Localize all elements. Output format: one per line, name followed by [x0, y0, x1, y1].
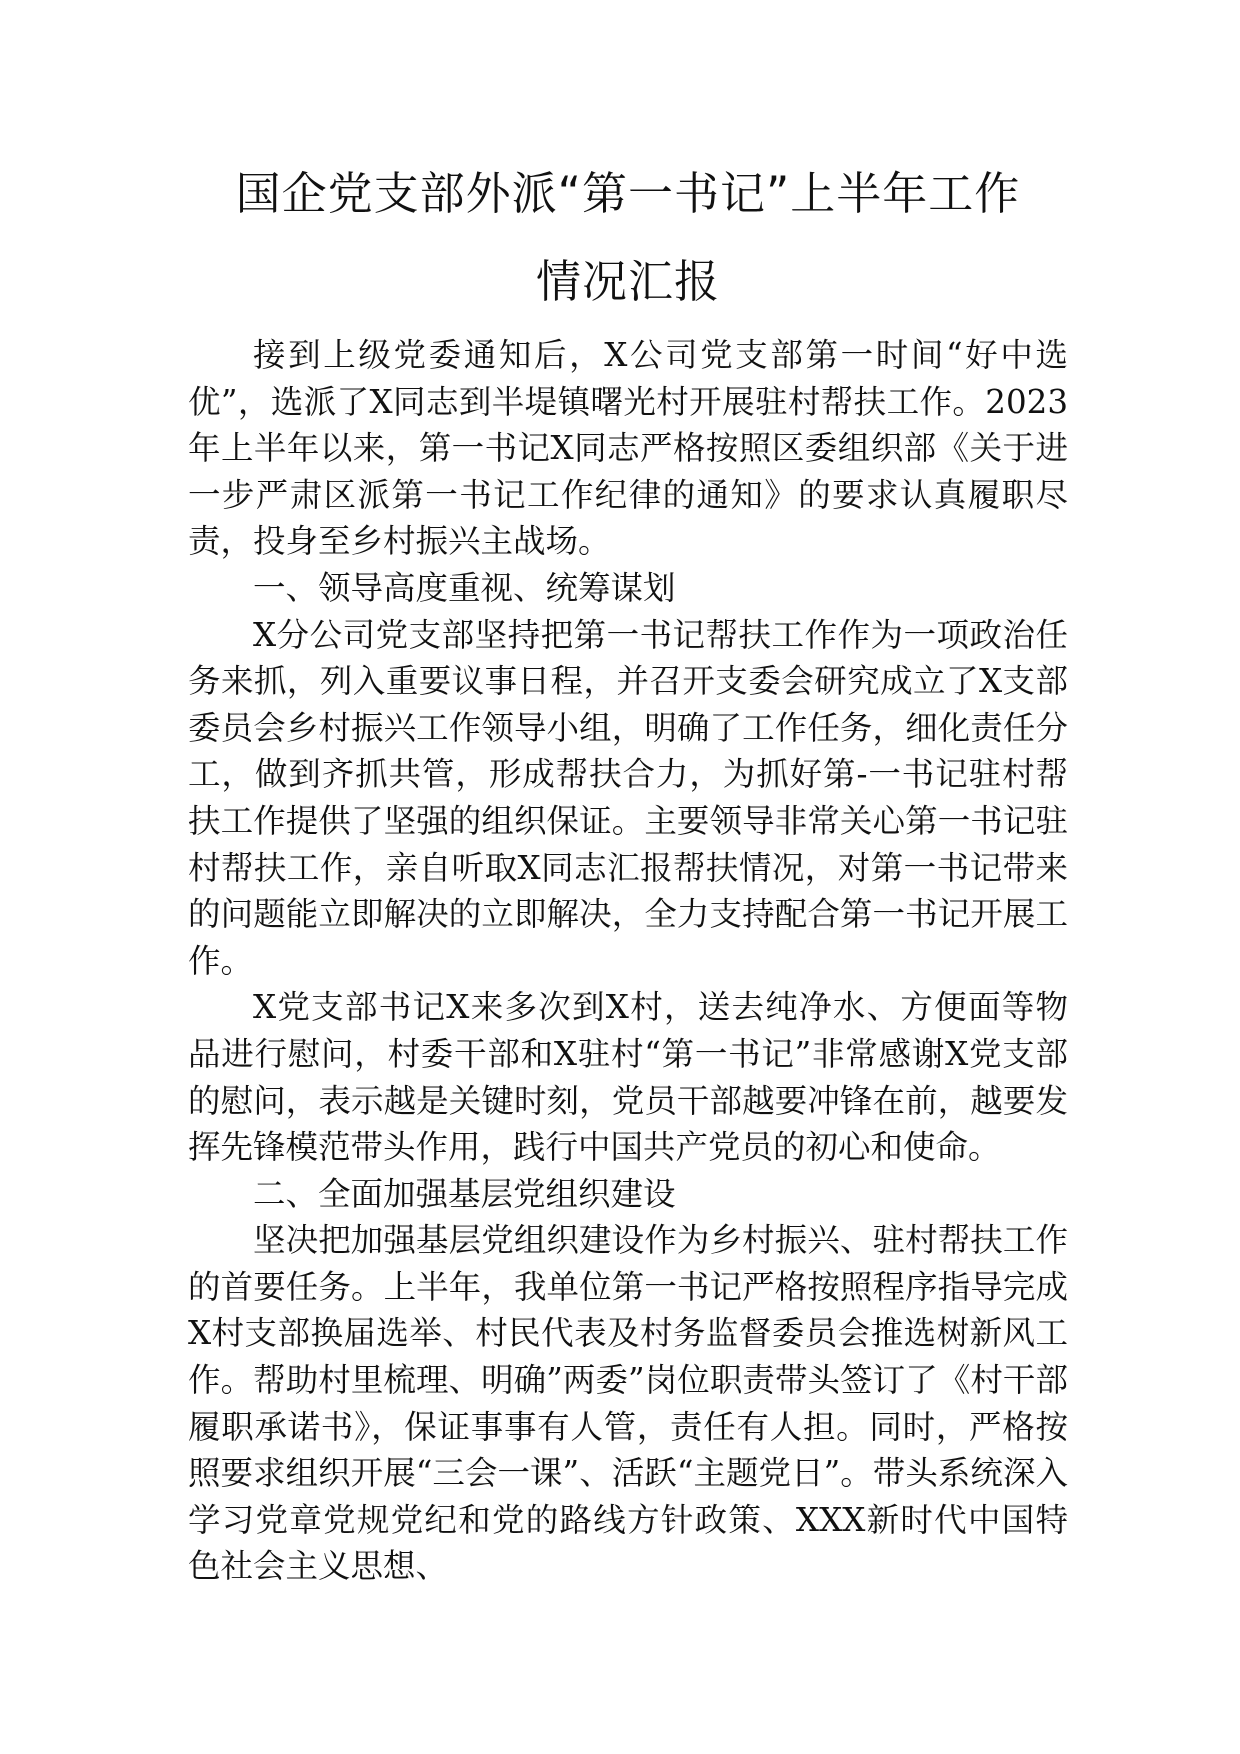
- title-line-1: 国企党支部外派“第一书记”上半年工作: [235, 167, 1021, 220]
- section-heading-2: 二、全面加强基层党组织建设: [253, 1174, 676, 1213]
- intro-paragraph: 接到上级党委通知后，X公司党支部第一时间“好中选优”，选派了X同志到半堤镇曙光村开展驻村帮扶工作。2023年上半年以来，第一书记X同志严格按照区委组织部《关于进一步严肃区派第一书记工作纪律的通知》的要求认真履职尽责，投身至乡村振兴主战场。: [188, 336, 1068, 561]
- document-page: [188, 150, 1068, 1590]
- section-1-paragraph-1: X分公司党支部坚持把第一书记帮扶工作作为一项政治任务来抓，列入重要议事日程，并召开支委会研究成立了X支部委员会乡村振兴工作领导小组，明确了工作任务，细化责任分工，做到齐抓共管，形成帮扶合力，为抓好第-一书记驻村帮扶工作提供了坚强的组织保证。主要领导非常关心第一书记驻村帮扶工作，亲自听取X同志汇报帮扶情况，对第一书记带来的问题能立即解决的立即解决，全力支持配合第一书记开展工作。: [188, 615, 1068, 980]
- document-title: [188, 150, 1068, 326]
- section-1-paragraph-2: X党支部书记X来多次到X村，送去纯净水、方便面等物品进行慰问，村委干部和X驻村“第一书记”非常感谢X党支部的慰问，表示越是关键时刻，党员干部越要冲锋在前，越要发挥先锋模范带头作用，践行中国共产党员的初心和使命。: [188, 988, 1068, 1167]
- section-heading-1: 一、领导高度重视、统筹谋划: [253, 568, 676, 607]
- document-body: [188, 332, 1068, 1590]
- section-2-paragraph-1: 坚决把加强基层党组织建设作为乡村振兴、驻村帮扶工作的首要任务。上半年，我单位第一书记严格按照程序指导完成X村支部换届选举、村民代表及村务监督委员会推选树新风工作。帮助村里梳理、明确”两委”岗位职责带头签订了《村干部履职承诺书》，保证事事有人管，责任有人担。同时，严格按照要求组织开展“三会一课”、活跃“主题党日”。带头系统深入学习党章党规党纪和党的路线方针政策、XXX新时代中国特色社会主义思想、: [188, 1221, 1068, 1586]
- title-line-2: 情况汇报: [535, 255, 720, 308]
